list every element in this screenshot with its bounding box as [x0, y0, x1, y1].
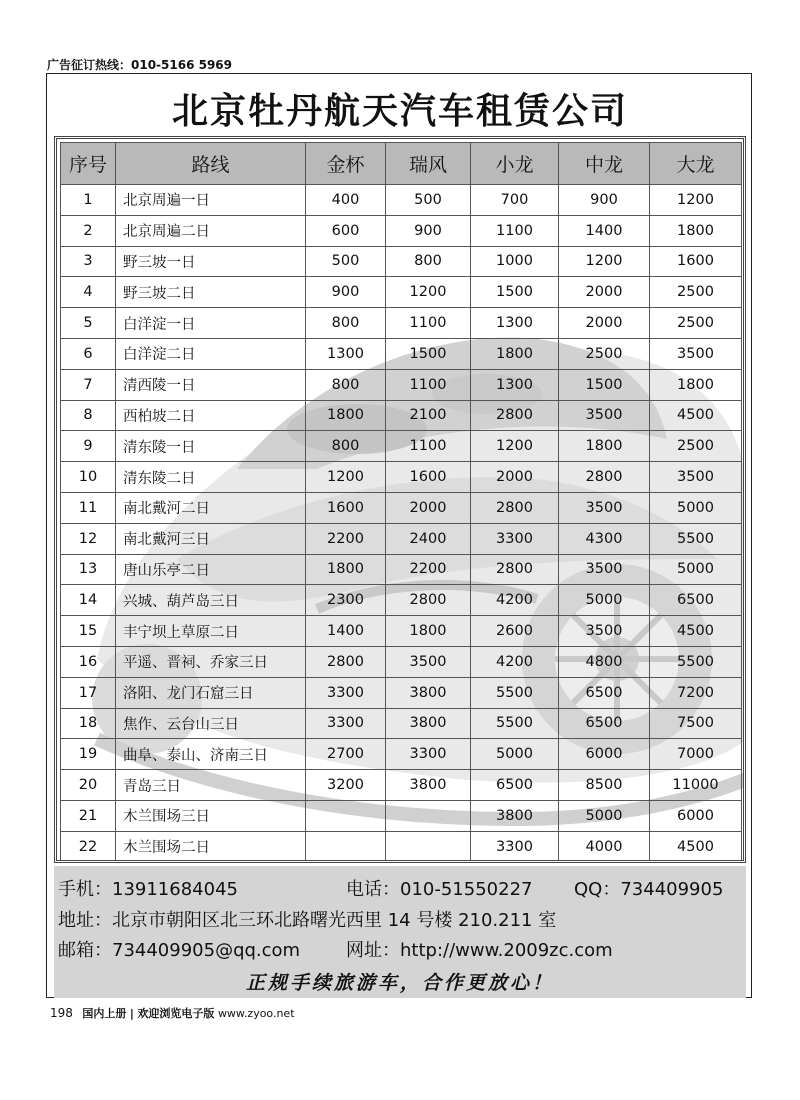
cell-route: 南北戴河二日 — [116, 492, 306, 523]
cell-route: 木兰围场二日 — [116, 831, 306, 862]
price-table — [60, 142, 742, 863]
cell-xiaolong: 3800 — [471, 800, 559, 831]
cell-route: 清东陵一日 — [116, 431, 306, 462]
cell-zhonglong: 6500 — [559, 677, 650, 708]
email: 邮箱：734409905@qq.com — [58, 940, 301, 961]
cell-zhonglong: 5000 — [559, 800, 650, 831]
cell-index: 1 — [61, 185, 116, 216]
cell-index: 4 — [61, 277, 116, 308]
cell-jinbei — [306, 800, 386, 831]
cell-xiaolong: 1100 — [471, 215, 559, 246]
cell-ruifeng: 2800 — [386, 585, 471, 616]
cell-ruifeng: 1500 — [386, 338, 471, 369]
cell-ruifeng: 1200 — [386, 277, 471, 308]
cell-jinbei: 1400 — [306, 616, 386, 647]
cell-ruifeng: 3800 — [386, 677, 471, 708]
cell-route: 兴城、葫芦岛三日 — [116, 585, 306, 616]
cell-jinbei: 800 — [306, 308, 386, 339]
cell-zhonglong: 6000 — [559, 739, 650, 770]
cell-zhonglong: 1200 — [559, 246, 650, 277]
cell-ruifeng: 1800 — [386, 616, 471, 647]
footer-section: 国内上册 — [82, 1007, 127, 1020]
col-header-zhonglong: 中龙 — [559, 143, 650, 185]
cell-xiaolong: 2800 — [471, 554, 559, 585]
col-header-dalong: 大龙 — [650, 143, 742, 185]
cell-route: 洛阳、龙门石窟三日 — [116, 677, 306, 708]
cell-xiaolong: 2800 — [471, 492, 559, 523]
cell-index: 2 — [61, 215, 116, 246]
cell-jinbei: 2300 — [306, 585, 386, 616]
cell-xiaolong: 5500 — [471, 708, 559, 739]
cell-dalong: 1200 — [650, 185, 742, 216]
cell-jinbei: 800 — [306, 369, 386, 400]
mobile-number: 手机：13911684045 — [58, 879, 238, 900]
cell-jinbei: 400 — [306, 185, 386, 216]
cell-xiaolong: 1200 — [471, 431, 559, 462]
table-header-row — [61, 143, 742, 185]
cell-xiaolong: 1500 — [471, 277, 559, 308]
table-row — [61, 308, 742, 339]
cell-zhonglong: 1800 — [559, 431, 650, 462]
cell-route: 北京周遍一日 — [116, 185, 306, 216]
cell-zhonglong: 2000 — [559, 277, 650, 308]
address: 地址：北京市朝阳区北三环北路曙光西里 14 号楼 210.211 室 — [58, 910, 557, 931]
table-row — [61, 800, 742, 831]
cell-ruifeng: 3500 — [386, 646, 471, 677]
cell-route: 白洋淀一日 — [116, 308, 306, 339]
cell-dalong: 1800 — [650, 215, 742, 246]
footer-url: www.zyoo.net — [217, 1007, 295, 1020]
cell-index: 5 — [61, 308, 116, 339]
cell-ruifeng: 2000 — [386, 492, 471, 523]
col-header-jinbei: 金杯 — [306, 143, 386, 185]
cell-index: 6 — [61, 338, 116, 369]
col-header-ruifeng: 瑞风 — [386, 143, 471, 185]
contact-panel — [54, 866, 746, 998]
cell-jinbei: 1200 — [306, 462, 386, 493]
table-row — [61, 646, 742, 677]
cell-route: 北京周遍二日 — [116, 215, 306, 246]
cell-dalong: 5000 — [650, 554, 742, 585]
cell-dalong: 4500 — [650, 831, 742, 862]
cell-xiaolong: 1300 — [471, 369, 559, 400]
cell-xiaolong: 5500 — [471, 677, 559, 708]
cell-index: 3 — [61, 246, 116, 277]
cell-ruifeng: 1600 — [386, 462, 471, 493]
cell-jinbei: 2800 — [306, 646, 386, 677]
cell-zhonglong: 3500 — [559, 400, 650, 431]
cell-jinbei: 2700 — [306, 739, 386, 770]
table-row — [61, 677, 742, 708]
cell-index: 20 — [61, 770, 116, 801]
cell-index: 22 — [61, 831, 116, 862]
cell-route: 清东陵二日 — [116, 462, 306, 493]
cell-index: 9 — [61, 431, 116, 462]
cell-index: 18 — [61, 708, 116, 739]
cell-dalong: 7200 — [650, 677, 742, 708]
cell-ruifeng: 1100 — [386, 369, 471, 400]
cell-xiaolong: 4200 — [471, 646, 559, 677]
cell-route: 西柏坡二日 — [116, 400, 306, 431]
table-row — [61, 585, 742, 616]
cell-jinbei: 3300 — [306, 677, 386, 708]
table-row — [61, 770, 742, 801]
table-row — [61, 215, 742, 246]
cell-ruifeng: 500 — [386, 185, 471, 216]
col-header-route: 路线 — [116, 143, 306, 185]
cell-index: 16 — [61, 646, 116, 677]
cell-xiaolong: 2800 — [471, 400, 559, 431]
cell-dalong: 11000 — [650, 770, 742, 801]
table-row — [61, 400, 742, 431]
footer-tagline: 欢迎浏览电子版 — [137, 1007, 215, 1020]
cell-jinbei: 3300 — [306, 708, 386, 739]
cell-zhonglong: 5000 — [559, 585, 650, 616]
cell-index: 14 — [61, 585, 116, 616]
cell-dalong: 1600 — [650, 246, 742, 277]
cell-xiaolong: 700 — [471, 185, 559, 216]
cell-route: 唐山乐亭二日 — [116, 554, 306, 585]
cell-ruifeng: 2200 — [386, 554, 471, 585]
table-row — [61, 185, 742, 216]
cell-index: 17 — [61, 677, 116, 708]
ad-hotline: 广告征订热线：010-5166 5969 — [47, 58, 233, 72]
cell-jinbei: 900 — [306, 277, 386, 308]
cell-zhonglong: 3500 — [559, 492, 650, 523]
cell-dalong: 5000 — [650, 492, 742, 523]
cell-index: 10 — [61, 462, 116, 493]
table-row — [61, 277, 742, 308]
cell-index: 8 — [61, 400, 116, 431]
cell-jinbei: 1800 — [306, 554, 386, 585]
cell-zhonglong: 2500 — [559, 338, 650, 369]
cell-xiaolong: 6500 — [471, 770, 559, 801]
table-row — [61, 739, 742, 770]
cell-zhonglong: 6500 — [559, 708, 650, 739]
cell-zhonglong: 4800 — [559, 646, 650, 677]
table-row — [61, 246, 742, 277]
cell-dalong: 5500 — [650, 523, 742, 554]
cell-dalong: 2500 — [650, 277, 742, 308]
cell-zhonglong: 3500 — [559, 554, 650, 585]
cell-ruifeng: 3800 — [386, 770, 471, 801]
table-row — [61, 431, 742, 462]
cell-dalong: 3500 — [650, 462, 742, 493]
qq-number: QQ：734409905 — [574, 879, 724, 900]
table-row — [61, 462, 742, 493]
table-row — [61, 523, 742, 554]
cell-dalong: 7500 — [650, 708, 742, 739]
cell-ruifeng — [386, 831, 471, 862]
cell-xiaolong: 3300 — [471, 831, 559, 862]
cell-index: 12 — [61, 523, 116, 554]
table-row — [61, 831, 742, 862]
cell-route: 野三坡二日 — [116, 277, 306, 308]
cell-jinbei — [306, 831, 386, 862]
cell-zhonglong: 2000 — [559, 308, 650, 339]
cell-jinbei: 2200 — [306, 523, 386, 554]
cell-jinbei: 800 — [306, 431, 386, 462]
cell-index: 11 — [61, 492, 116, 523]
cell-zhonglong: 4000 — [559, 831, 650, 862]
cell-dalong: 7000 — [650, 739, 742, 770]
col-header-xiaolong: 小龙 — [471, 143, 559, 185]
cell-route: 丰宁坝上草原二日 — [116, 616, 306, 647]
cell-xiaolong: 3300 — [471, 523, 559, 554]
cell-dalong: 4500 — [650, 400, 742, 431]
page-footer — [50, 1005, 295, 1021]
cell-ruifeng: 2100 — [386, 400, 471, 431]
cell-zhonglong: 1500 — [559, 369, 650, 400]
cell-xiaolong: 2600 — [471, 616, 559, 647]
cell-jinbei: 1600 — [306, 492, 386, 523]
cell-route: 木兰围场三日 — [116, 800, 306, 831]
cell-route: 南北戴河三日 — [116, 523, 306, 554]
price-table-body — [61, 185, 742, 863]
cell-xiaolong: 5000 — [471, 739, 559, 770]
cell-ruifeng: 800 — [386, 246, 471, 277]
footer-separator: | — [129, 1007, 134, 1020]
cell-index: 13 — [61, 554, 116, 585]
table-row — [61, 708, 742, 739]
table-row — [61, 492, 742, 523]
cell-ruifeng: 900 — [386, 215, 471, 246]
table-row — [61, 554, 742, 585]
cell-xiaolong: 1800 — [471, 338, 559, 369]
cell-route: 白洋淀二日 — [116, 338, 306, 369]
table-row — [61, 338, 742, 369]
cell-dalong: 4500 — [650, 616, 742, 647]
cell-ruifeng: 2400 — [386, 523, 471, 554]
company-title: 北京牡丹航天汽车租赁公司 — [171, 91, 628, 132]
cell-index: 19 — [61, 739, 116, 770]
website: 网址：http://www.2009zc.com — [346, 940, 613, 961]
cell-index: 21 — [61, 800, 116, 831]
cell-xiaolong: 4200 — [471, 585, 559, 616]
cell-index: 7 — [61, 369, 116, 400]
phone-number: 电话：010-51550227 — [346, 879, 533, 900]
cell-dalong: 5500 — [650, 646, 742, 677]
cell-route: 曲阜、泰山、济南三日 — [116, 739, 306, 770]
cell-xiaolong: 2000 — [471, 462, 559, 493]
cell-xiaolong: 1000 — [471, 246, 559, 277]
cell-route: 清西陵一日 — [116, 369, 306, 400]
cell-ruifeng: 1100 — [386, 308, 471, 339]
cell-jinbei: 3200 — [306, 770, 386, 801]
table-row — [61, 369, 742, 400]
price-table-box — [54, 136, 746, 863]
cell-xiaolong: 1300 — [471, 308, 559, 339]
table-row — [61, 616, 742, 647]
col-header-index: 序号 — [61, 143, 116, 185]
cell-jinbei: 500 — [306, 246, 386, 277]
cell-jinbei: 600 — [306, 215, 386, 246]
cell-route: 焦作、云台山三日 — [116, 708, 306, 739]
cell-dalong: 6000 — [650, 800, 742, 831]
cell-dalong: 6500 — [650, 585, 742, 616]
cell-dalong: 2500 — [650, 308, 742, 339]
cell-route: 青岛三日 — [116, 770, 306, 801]
slogan: 正规手续旅游车，合作更放心！ — [245, 972, 554, 994]
cell-zhonglong: 2800 — [559, 462, 650, 493]
cell-zhonglong: 8500 — [559, 770, 650, 801]
cell-route: 野三坡一日 — [116, 246, 306, 277]
cell-dalong: 3500 — [650, 338, 742, 369]
cell-route: 平遥、晋祠、乔家三日 — [116, 646, 306, 677]
page-number: 198 — [50, 1006, 73, 1020]
cell-dalong: 2500 — [650, 431, 742, 462]
cell-zhonglong: 900 — [559, 185, 650, 216]
cell-ruifeng: 3300 — [386, 739, 471, 770]
cell-zhonglong: 1400 — [559, 215, 650, 246]
cell-ruifeng: 3800 — [386, 708, 471, 739]
cell-zhonglong: 4300 — [559, 523, 650, 554]
cell-index: 15 — [61, 616, 116, 647]
cell-zhonglong: 3500 — [559, 616, 650, 647]
cell-jinbei: 1800 — [306, 400, 386, 431]
cell-ruifeng — [386, 800, 471, 831]
cell-ruifeng: 1100 — [386, 431, 471, 462]
cell-jinbei: 1300 — [306, 338, 386, 369]
cell-dalong: 1800 — [650, 369, 742, 400]
